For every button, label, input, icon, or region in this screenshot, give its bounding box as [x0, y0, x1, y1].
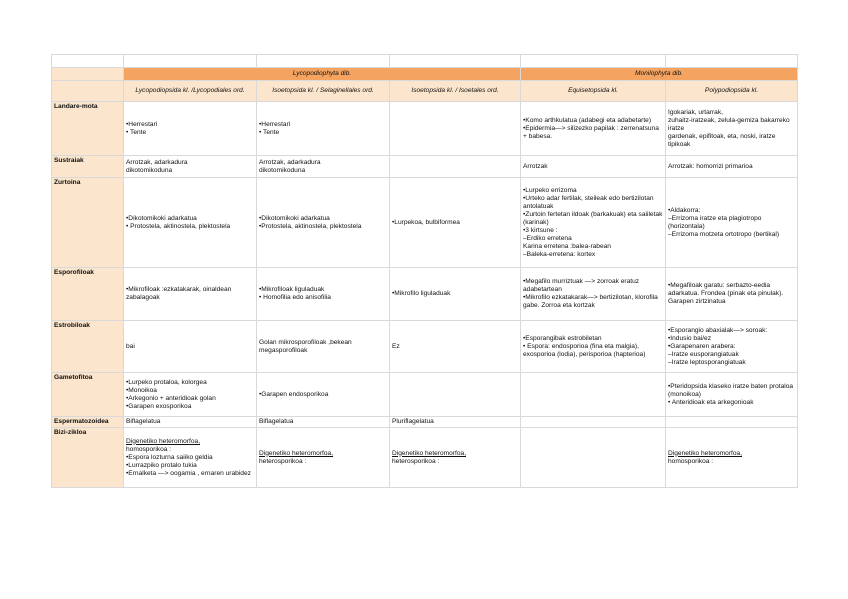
table-cell: Igokariak, urtarrak, zuhaitz-iratzeak, zelula-gemiza bakarreko iratze gardenak, epifitoak, eta, noski, iratze tipikoak	[666, 102, 798, 156]
botany-comparison-table	[51, 54, 798, 488]
table-cell: •Lurpekoa, bulbiformea	[390, 178, 521, 268]
cycle-text: homosporikoa : •Espora lozturna saiiko geldia •Lurrazpiko protalo tukia •Ernalketa —> oogamia , ernaren urabidez	[126, 445, 251, 477]
row-label: Sustraiak	[52, 156, 124, 178]
table-row	[52, 102, 798, 156]
corner-cell	[52, 81, 124, 102]
table-cell	[666, 417, 798, 428]
row-label: Espermatozoidea	[52, 417, 124, 428]
table-cell: •Komo arthkulatua (adabegi eta adabetarte) •Epidermia—> silizezko papilak : zerrenatsuna + babesa.	[521, 102, 666, 156]
blank-cell	[124, 55, 257, 68]
table-cell: •Herrestari • Tente	[124, 102, 257, 156]
table-cell: •Lurpeko errizoma •Urteko adar fertilak, steileak edo bertizilotan antolatuak •Zurtoin fertetan ildoak (barkakuak) eta saiiletak (karinak) •3 kirtsune : –Erdiko erretena Karina erretena :balea-rabean –Baleka-erretena: kortex	[521, 178, 666, 268]
table-cell: •Esporangibak estrobiletan • Espora: endosporioa (fina eta malgia), exosporioa (lodia), perisporioa (hapterioa)	[521, 321, 666, 373]
table-cell	[390, 102, 521, 156]
table-row	[52, 156, 798, 178]
table-cell: Arrotzak	[521, 156, 666, 178]
group-lycopodiophyta: Lycopodiophyta dib.	[124, 68, 521, 81]
table-row	[52, 417, 798, 428]
table-cell: Biflagelatua	[124, 417, 257, 428]
corner-cell	[52, 68, 124, 81]
table-cell: Biflagelatua	[257, 417, 390, 428]
table-cell	[521, 428, 666, 488]
group-header-row	[52, 68, 798, 81]
subheader-c5: Polypodiopsida kl.	[666, 81, 798, 102]
table-cell: •Esporangio abaxialak—> soroak: •Indusio bai/ez •Garapenaren arabera: –Iratze eusporangiatuak –Iratze leptosporangiatuak	[666, 321, 798, 373]
table-cell: •Megafilo murriztuak —> zorroak eratuz adabetartean •Mikrofilo ezkatakarak—> bertizilotan, klorofila gabe. Zorroa eta kortzak	[521, 268, 666, 321]
cycle-heading: Digenetiko heteromorfoa,	[668, 449, 743, 457]
table-row	[52, 373, 798, 417]
subheader-c2: Isoetopsida kl. / Selaginellales ord.	[257, 81, 390, 102]
row-label: Bizi-zikloa	[52, 428, 124, 488]
table-cell: bai	[124, 321, 257, 373]
table-cell: Golan mikrosporofiloak ,bekean megasporofiloak	[257, 321, 390, 373]
table-cell: Arrotzak: homorrizi primarioa	[666, 156, 798, 178]
blank-cell	[390, 55, 521, 68]
table-cell	[390, 156, 521, 178]
cycle-heading: Digenetiko heteromorfoa,	[126, 437, 201, 445]
table-row	[52, 428, 798, 488]
row-label: Zurtoina	[52, 178, 124, 268]
subheader-c1: Lycopodiopsida kl. /Lycopodiales ord.	[124, 81, 257, 102]
subheader-c3: Isoetopsida kl. / Isoetales ord.	[390, 81, 521, 102]
blank-cell	[666, 55, 798, 68]
table-cell: Ez	[390, 321, 521, 373]
blank-cell	[521, 55, 666, 68]
table-cell: •Mikrofiloak :ezkatakarak, oinaldean zabalagoak	[124, 268, 257, 321]
row-label: Gametofitoa	[52, 373, 124, 417]
table-cell	[666, 428, 798, 488]
subheader-row	[52, 81, 798, 102]
cycle-text: homosporikoa :	[668, 457, 714, 465]
table-cell: •Dikotomikoki adarkatua •Protostela, aktinostela, plektostela	[257, 178, 390, 268]
table-cell	[390, 373, 521, 417]
cycle-text: heterosporikoa :	[259, 457, 307, 465]
table-cell: Arrotzak, adarkadura dikotomikoduna	[257, 156, 390, 178]
table-row	[52, 321, 798, 373]
table-cell: •Dikotomikoki adarkatua • Protostela, aktinostela, plektostela	[124, 178, 257, 268]
row-label: Esporofiloak	[52, 268, 124, 321]
blank-cell	[257, 55, 390, 68]
table-cell: •Mikrofilo liguladuak	[390, 268, 521, 321]
row-label: Landare-mota	[52, 102, 124, 156]
table-cell: •Herrestari • Tente	[257, 102, 390, 156]
table-cell: Arrotzak, adarkadura dikotomikoduna	[124, 156, 257, 178]
table-cell	[521, 373, 666, 417]
table-row	[52, 55, 798, 68]
table-cell: •Pteridopsida klaseko iratze baten protaloa (monoikoa) • Anteridioak eta arkegonioak	[666, 373, 798, 417]
table-row	[52, 268, 798, 321]
table-cell: •Lurpeko protaloa, kolorgea •Monoikoa •Arkegonio + anteridioak golan •Garapen exosporikoa	[124, 373, 257, 417]
table-cell	[124, 428, 257, 488]
cycle-heading: Digenetiko heteromorfoa,	[392, 449, 467, 457]
subheader-c4: Equisetopsida kl.	[521, 81, 666, 102]
blank-cell	[52, 55, 124, 68]
cycle-heading: Digenetiko heteromorfoa,	[259, 449, 334, 457]
row-label: Estrobiloak	[52, 321, 124, 373]
table-cell: •Megafiloak garatu: serbazto-eedia adarkatua. Frondea (pinak eta pinulak). Garapen zirtzinatua	[666, 268, 798, 321]
table-cell: Pluriflagelatua	[390, 417, 521, 428]
group-monilophyta: Monilophyta dib.	[521, 68, 798, 81]
table-cell	[257, 428, 390, 488]
table-cell	[521, 417, 666, 428]
cycle-text: heterosporikoa :	[392, 457, 440, 465]
table-row	[52, 178, 798, 268]
table-cell: •Mikrofiloak liguladuak • Homofilia edo anisofilia	[257, 268, 390, 321]
table-cell: •Aldakorra: –Errizoma iratze eta plagiotropo (horizontala) –Errizoma motzeta ortotropo (bertikal)	[666, 178, 798, 268]
table-cell	[390, 428, 521, 488]
table-cell: •Garapen endosporikoa	[257, 373, 390, 417]
